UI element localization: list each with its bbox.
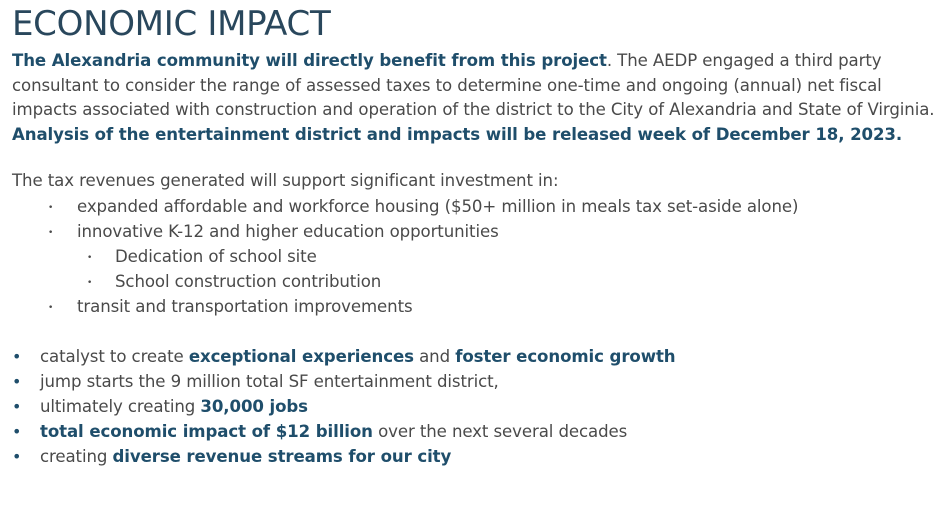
bullet-icon: • (87, 252, 93, 263)
intro-body: . The AEDP engaged a third party consultant to consider the range of assessed taxes to determine one-time and ongoing (annual) net fiscal impacts associated with construction and operation of the district to the City of Alexandria and State of Virginia. (12, 51, 935, 119)
tax-investment-list (12, 194, 936, 319)
bullet-icon: • (48, 227, 54, 238)
list-subitem-text: Dedication of school site (115, 246, 317, 266)
intro-tail-bold: Analysis of the entertainment district and impacts will be released week of December 18, 2023. (12, 124, 903, 144)
list-item-text: expanded affordable and workforce housing ($50+ million in meals tax set-aside alone) (77, 196, 799, 216)
list-item (12, 194, 936, 219)
benefit-item: • creating diverse revenue streams for our city (12, 444, 936, 469)
list-item (12, 219, 936, 244)
benefit-item: • total economic impact of $12 billion over the next several decades (12, 419, 936, 444)
bullet-icon: • (12, 346, 22, 366)
list-subitem (12, 269, 936, 294)
tax-intro: The tax revenues generated will support significant investment in: (12, 171, 559, 190)
list-item (12, 294, 936, 319)
intro-paragraph (12, 49, 936, 147)
bullet-icon: • (48, 202, 54, 213)
bullet-icon: • (12, 446, 22, 466)
list-subitem (12, 244, 936, 269)
list-item-text: innovative K-12 and higher education opportunities (77, 221, 499, 241)
benefit-item: • catalyst to create exceptional experiences and foster economic growth (12, 344, 936, 369)
bullet-icon: • (12, 371, 22, 391)
slide (12, 0, 936, 469)
spacer (12, 147, 936, 169)
bullet-icon: • (87, 277, 93, 288)
bullet-icon: • (12, 421, 22, 441)
list-item-text: transit and transportation improvements (77, 296, 413, 316)
bullet-icon: • (12, 396, 22, 416)
benefits-list (12, 344, 936, 469)
page-title: ECONOMIC IMPACT (12, 4, 331, 44)
intro-lead-bold: The Alexandria community will directly benefit from this project (12, 51, 607, 70)
bullet-icon: • (48, 302, 54, 313)
benefit-item: • ultimately creating 30,000 jobs (12, 394, 936, 419)
benefit-item: • jump starts the 9 million total SF entertainment district, (12, 369, 936, 394)
spacer (12, 319, 936, 344)
list-subitem-text: School construction contribution (115, 271, 382, 291)
